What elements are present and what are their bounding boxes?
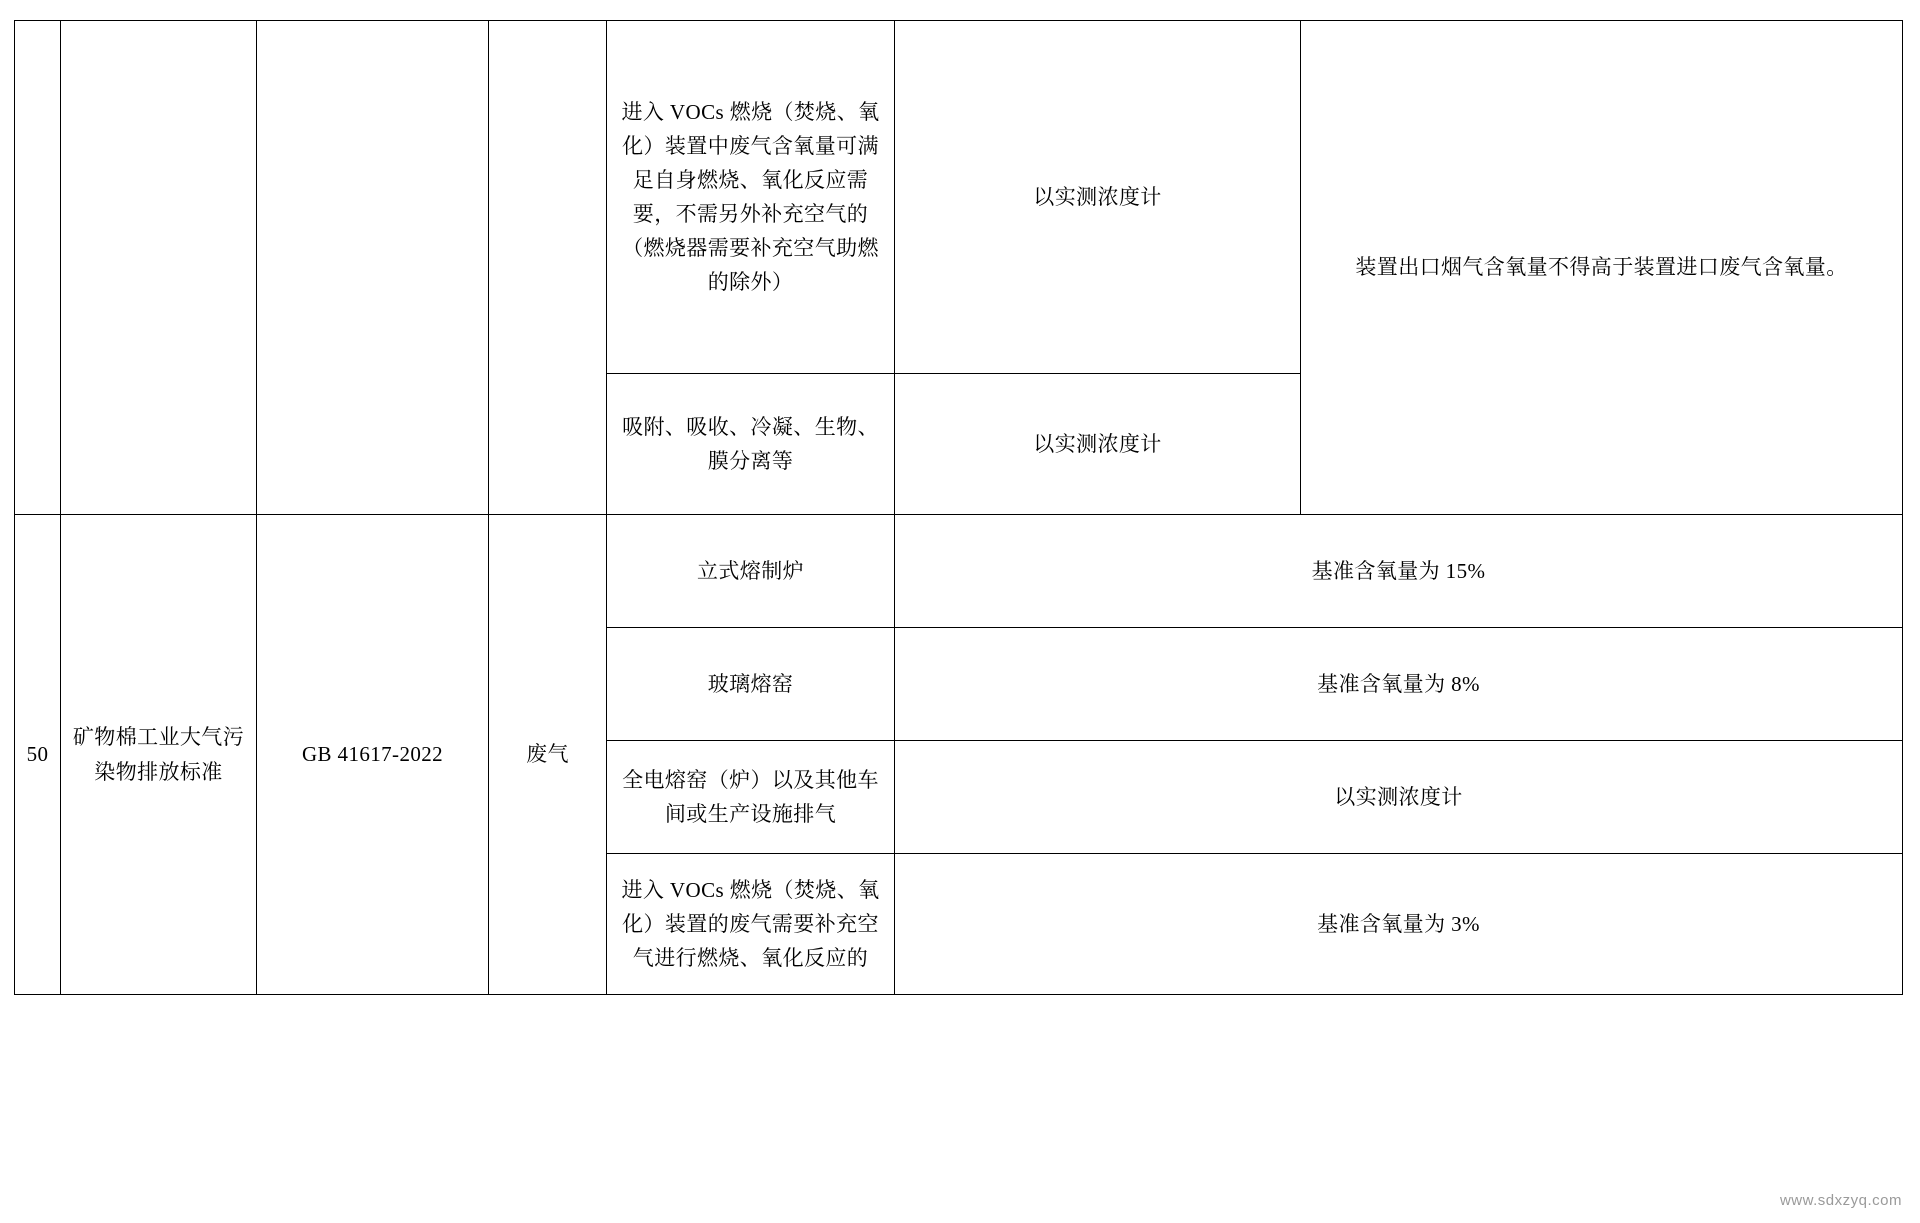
cell-process-glass-furnace: 玻璃熔窑 [607, 628, 895, 741]
cell-concentration-measured-2: 以实测浓度计 [895, 374, 1301, 515]
cell-serial-number-50: 50 [15, 515, 61, 995]
site-watermark: www.sdxzyq.com [1779, 1192, 1902, 1209]
standards-table [14, 20, 1903, 995]
cell-concentration-measured-1: 以实测浓度计 [895, 21, 1301, 374]
cell-value-oxygen-8: 基准含氧量为 8% [895, 628, 1903, 741]
cell-value-measured-concentration: 以实测浓度计 [895, 741, 1903, 854]
cell-process-electric-furnace: 全电熔窑（炉）以及其他车间或生产设施排气 [607, 741, 895, 854]
cell-standard-code-continued [257, 21, 489, 515]
table-row [15, 515, 1903, 628]
cell-process-vocs-air-supplement: 进入 VOCs 燃烧（焚烧、氧化）装置的废气需要补充空气进行燃烧、氧化反应的 [607, 854, 895, 995]
cell-value-oxygen-3: 基准含氧量为 3% [895, 854, 1903, 995]
cell-value-oxygen-15: 基准含氧量为 15% [895, 515, 1903, 628]
cell-standard-name-continued [61, 21, 257, 515]
table-row [15, 21, 1903, 374]
cell-remark-oxygen-limit: 装置出口烟气含氧量不得高于装置进口废气含氧量。 [1301, 21, 1903, 515]
cell-serial-number-continued [15, 21, 61, 515]
cell-standard-name-50: 矿物棉工业大气污染物排放标准 [61, 515, 257, 995]
cell-process-adsorption: 吸附、吸收、冷凝、生物、膜分离等 [607, 374, 895, 515]
cell-standard-code-50: GB 41617-2022 [257, 515, 489, 995]
cell-type-50: 废气 [489, 515, 607, 995]
cell-type-continued [489, 21, 607, 515]
cell-process-vertical-furnace: 立式熔制炉 [607, 515, 895, 628]
cell-process-vocs-combustion: 进入 VOCs 燃烧（焚烧、氧化）装置中废气含氧量可满足自身燃烧、氧化反应需要，不需另外补充空气的（燃烧器需要补充空气助燃的除外） [607, 21, 895, 374]
